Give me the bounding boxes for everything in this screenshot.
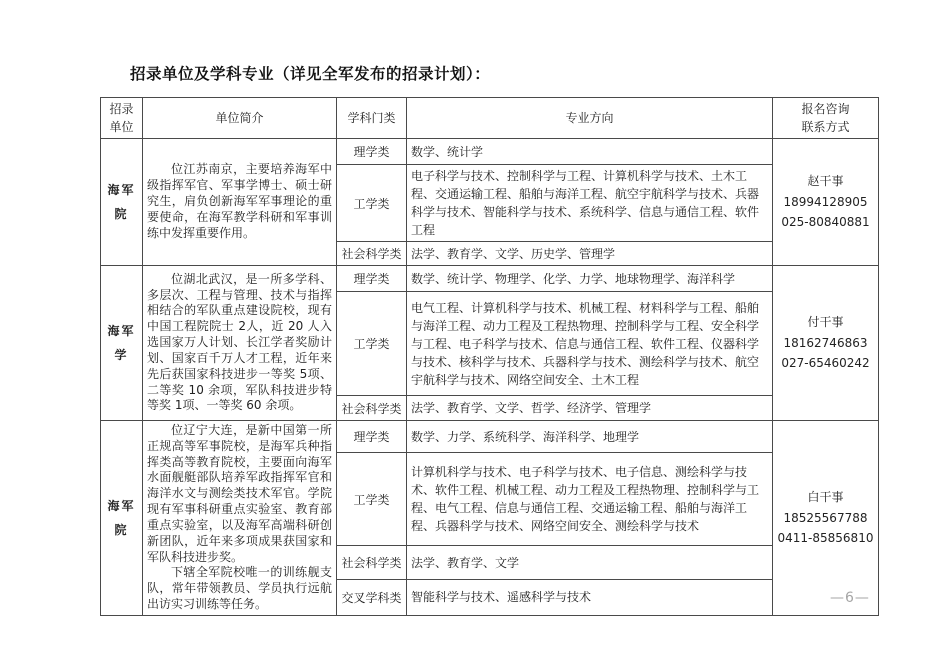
- header-contact-line1: 报名咨询: [801, 102, 850, 116]
- category-cell: 交叉学科类: [337, 579, 407, 615]
- unit-intro-paragraph: 位辽宁大连，是新中国第一所正规高等军事院校，是海军兵种指挥类高等教育院校，主要面向海军水面舰艇部队培养军政指挥军官和海洋水文与测绘类技术军官。学院现有军事科研重点实验室、教育部重点实验室，以及海军高端科研创新团队，近年来多项成果获国家和军队科技进步奖。: [147, 423, 332, 564]
- contact-tel: 027-65460242: [781, 356, 870, 371]
- unit-name: 海军院: [101, 421, 143, 616]
- contact-name: 付干事: [807, 315, 844, 330]
- header-cell-category: 学科门类: [337, 98, 407, 139]
- header-cell-intro: 单位简介: [143, 98, 337, 139]
- majors-cell: 法学、教育学、文学: [407, 546, 773, 579]
- table-row: [101, 266, 879, 292]
- header-cell-majors: 专业方向: [407, 98, 773, 139]
- majors-cell: 电子科学与技术、控制科学与工程、计算机科学与技术、土木工程、交通运输工程、船舶与海洋工程、航空宇航科学与技术、兵器科学与技术、智能科学与技术、系统科学、信息与通信工程、软件工程: [407, 165, 773, 242]
- contact-name: 白干事: [807, 490, 844, 505]
- contact-name: 赵干事: [807, 174, 844, 189]
- header-cell-contact: [773, 98, 879, 139]
- category-cell: 社会科学类: [337, 242, 407, 266]
- majors-cell: 智能科学与技术、遥感科学与技术: [407, 579, 773, 615]
- category-cell: 理学类: [337, 421, 407, 453]
- unit-intro: [143, 139, 337, 266]
- majors-cell: 数学、统计学: [407, 139, 773, 165]
- category-cell: 社会科学类: [337, 546, 407, 579]
- category-cell: 工学类: [337, 292, 407, 396]
- table-row: [101, 139, 879, 165]
- unit-intro-paragraph: 位湖北武汉，是一所多学科、多层次、工程与管理、技术与指挥相结合的军队重点建设院校，现有中国工程院院士 2人，近 20 人入选国家万人计划、长江学者奖励计划、国家百千万人才工程，近年来先后获国家科技进步一等奖 5项、二等奖 10 余项，军队科技进步特等奖 1项、一等奖 60 余项。: [147, 271, 332, 413]
- majors-cell: 电气工程、计算机科学与技术、机械工程、材料科学与工程、船舶与海洋工程、动力工程及工程热物理、控制科学与工程、安全科学与工程、电子科学与技术、信息与通信工程、软件工程、仪器科学与技术、核科学与技术、兵器科学与技术、测绘科学与技术、航空宇航科学与技术、网络空间安全、土木工程: [407, 292, 773, 396]
- majors-cell: 数学、统计学、物理学、化学、力学、地球物理学、海洋科学: [407, 266, 773, 292]
- page-number: —6—: [830, 590, 870, 606]
- unit-intro: [143, 266, 337, 421]
- contact-cell: [773, 421, 879, 616]
- table-row: [101, 421, 879, 453]
- category-cell: 工学类: [337, 165, 407, 242]
- table-header-row: [101, 98, 879, 139]
- category-cell: 理学类: [337, 139, 407, 165]
- contact-cell: [773, 266, 879, 421]
- category-cell: 社会科学类: [337, 396, 407, 421]
- contact-mobile: 18994128905: [783, 194, 868, 209]
- majors-cell: 法学、教育学、文学、哲学、经济学、管理学: [407, 396, 773, 421]
- recruitment-table: [100, 97, 879, 616]
- contact-mobile: 18162746863: [783, 335, 868, 350]
- majors-cell: 法学、教育学、文学、历史学、管理学: [407, 242, 773, 266]
- unit-intro: [143, 421, 337, 616]
- contact-tel: 0411-85856810: [777, 531, 874, 546]
- unit-name: 海军学: [101, 266, 143, 421]
- unit-intro-paragraph: 位江苏南京，主要培养海军中级指挥军官、军事学博士、硕士研究生，肩负创新海军军事理论的重要使命，在海军教学科研和军事训练中发挥重要作用。: [147, 162, 332, 240]
- majors-cell: 数学、力学、系统科学、海洋科学、地理学: [407, 421, 773, 453]
- header-contact-line2: 联系方式: [801, 120, 850, 134]
- unit-intro-paragraph: 下辖全军院校唯一的训练舰支队，常年带领教员、学员执行远航出访实习训练等任务。: [147, 565, 332, 612]
- majors-cell: 计算机科学与技术、电子科学与技术、电子信息、测绘科学与技术、软件工程、机械工程、动力工程及工程热物理、控制科学与工程、电气工程、信息与通信工程、交通运输工程、船舶与海洋工程、兵器科学与技术、网络空间安全、测绘科学与技术: [407, 453, 773, 546]
- page-title: 招录单位及学科专业（详见全军发布的招录计划）：: [130, 65, 491, 83]
- category-cell: 理学类: [337, 266, 407, 292]
- category-cell: 工学类: [337, 453, 407, 546]
- unit-name: 海军院: [101, 139, 143, 266]
- contact-mobile: 18525567788: [783, 510, 868, 525]
- header-cell-unit: 招录单位: [101, 98, 143, 139]
- contact-cell: [773, 139, 879, 266]
- contact-tel: 025-80840881: [781, 215, 870, 230]
